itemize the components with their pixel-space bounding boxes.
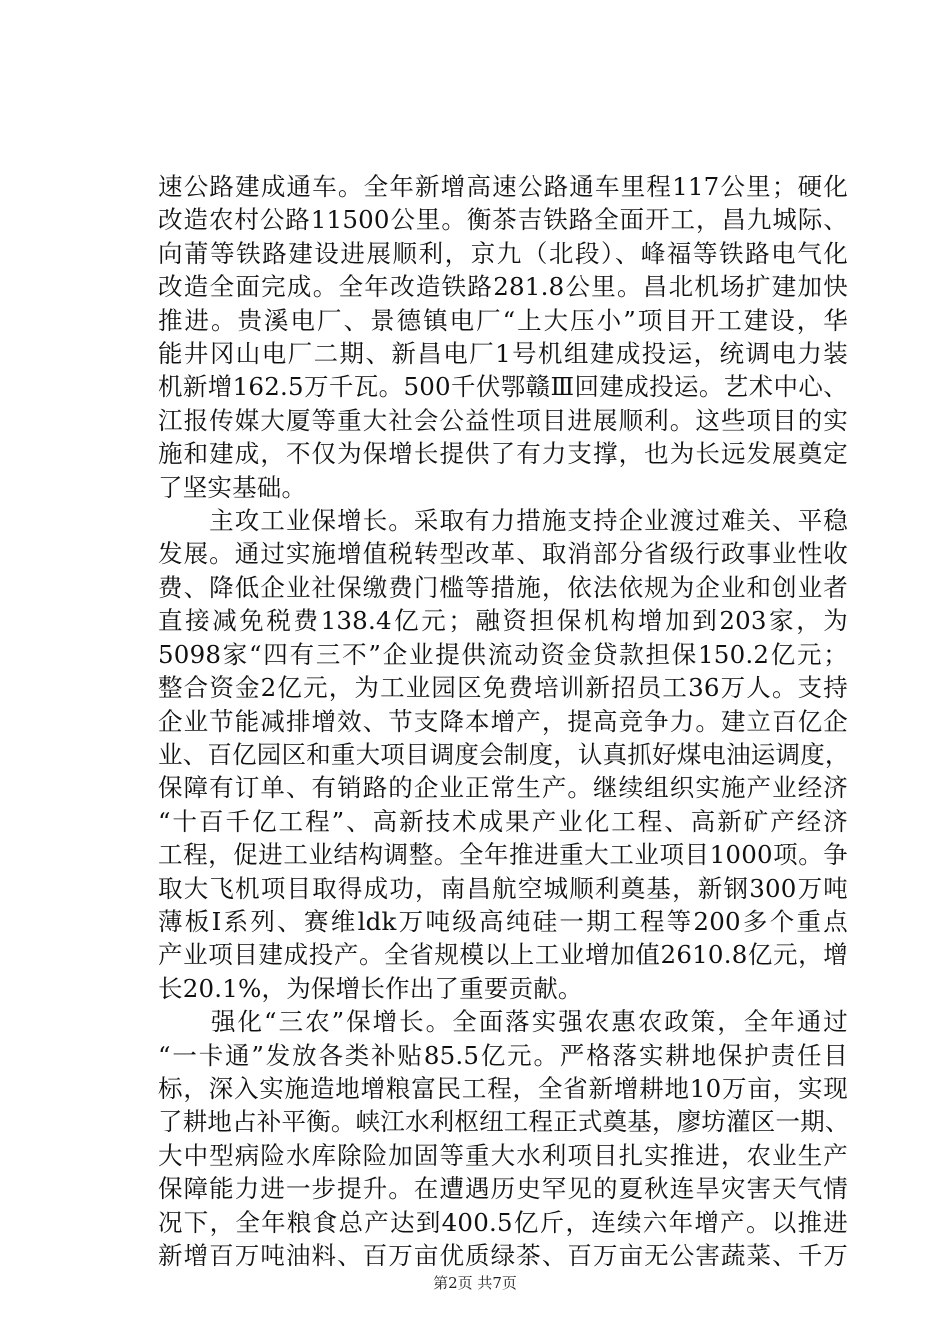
text-line: “十百千亿工程”、高新技术成果产业化工程、高新矿产经济 xyxy=(158,806,848,836)
text-line: 工程，促进工业结构调整。全年推进重大工业项目1000项。争 xyxy=(158,840,848,870)
text-line: 薄板Ⅰ系列、赛维ldk万吨级高纯硅一期工程等200多个重点 xyxy=(158,906,848,936)
text-line: 大中型病险水库除险加固等重大水利项目扎实推进，农业生产 xyxy=(158,1140,848,1170)
page-footer: 第2页 共7页 xyxy=(433,1274,517,1292)
text-line: 发展。通过实施增值税转型改革、取消部分省级行政事业性收 xyxy=(158,539,848,569)
text-line: “一卡通”发放各类补贴85.5亿元。严格落实耕地保护责任目 xyxy=(158,1040,848,1070)
text-line: 标，深入实施造地增粮富民工程，全省新增耕地10万亩，实现 xyxy=(158,1073,848,1103)
text-line: 况下，全年粮食总产达到400.5亿斤，连续六年增产。以推进 xyxy=(158,1207,848,1237)
text-line: 长20.1%，为保增长作出了重要贡献。 xyxy=(158,973,583,1003)
text-line: 取大飞机项目取得成功，南昌航空城顺利奠基，新钢300万吨 xyxy=(158,873,848,903)
text-line: 企业节能减排增效、节支降本增产，提高竞争力。建立百亿企 xyxy=(158,706,848,736)
text-line: 了耕地占补平衡。峡江水利枢纽工程正式奠基，廖坊灌区一期、 xyxy=(158,1107,850,1137)
text-line: 了坚实基础。 xyxy=(158,472,307,502)
text-line: 推进。贵溪电厂、景德镇电厂“上大压小”项目开工建设，华 xyxy=(158,305,848,335)
text-line: 整合资金2亿元，为工业园区免费培训新招员工36万人。支持 xyxy=(158,673,848,703)
text-line: 直接减免税费138.4亿元；融资担保机构增加到203家，为 xyxy=(158,606,848,636)
text-line: 业、百亿园区和重大项目调度会制度，认真抓好煤电油运调度， xyxy=(158,739,850,769)
text-line: 机新增162.5万千瓦。500千伏鄂赣Ⅲ回建成投运。艺术中心、 xyxy=(158,372,848,402)
text-line: 向莆等铁路建设进展顺利，京九（北段）、峰福等铁路电气化 xyxy=(158,238,848,268)
text-line: 改造全面完成。全年改造铁路281.8公里。昌北机场扩建加快 xyxy=(158,272,848,302)
text-line: 5098家“四有三不”企业提供流动资金贷款担保150.2亿元； xyxy=(158,639,848,669)
text-line: 主攻工业保增长。采取有力措施支持企业渡过难关、平稳 xyxy=(158,506,848,536)
text-line: 产业项目建成投产。全省规模以上工业增加值2610.8亿元，增 xyxy=(158,940,848,970)
text-line: 强化“三农”保增长。全面落实强农惠农政策，全年通过 xyxy=(158,1007,848,1037)
text-line: 改造农村公路11500公里。衡茶吉铁路全面开工，昌九城际、 xyxy=(158,205,848,235)
body-text xyxy=(158,170,848,1272)
text-line: 保障有订单、有销路的企业正常生产。继续组织实施产业经济 xyxy=(158,773,848,803)
text-line: 能井冈山电厂二期、新昌电厂1号机组建成投运，统调电力装 xyxy=(158,339,848,369)
text-line: 速公路建成通车。全年新增高速公路通车里程117公里；硬化 xyxy=(158,172,848,201)
text-line: 新增百万吨油料、百万亩优质绿茶、百万亩无公害蔬菜、千万 xyxy=(158,1241,848,1270)
text-line: 保障能力进一步提升。在遭遇历史罕见的夏秋连旱灾害天气情 xyxy=(158,1174,848,1204)
text-line: 施和建成，不仅为保增长提供了有力支撑，也为长远发展奠定 xyxy=(158,439,848,469)
text-line: 江报传媒大厦等重大社会公益性项目进展顺利。这些项目的实 xyxy=(158,405,848,435)
text-line: 费、降低企业社保缴费门槛等措施，依法依规为企业和创业者 xyxy=(158,572,848,602)
